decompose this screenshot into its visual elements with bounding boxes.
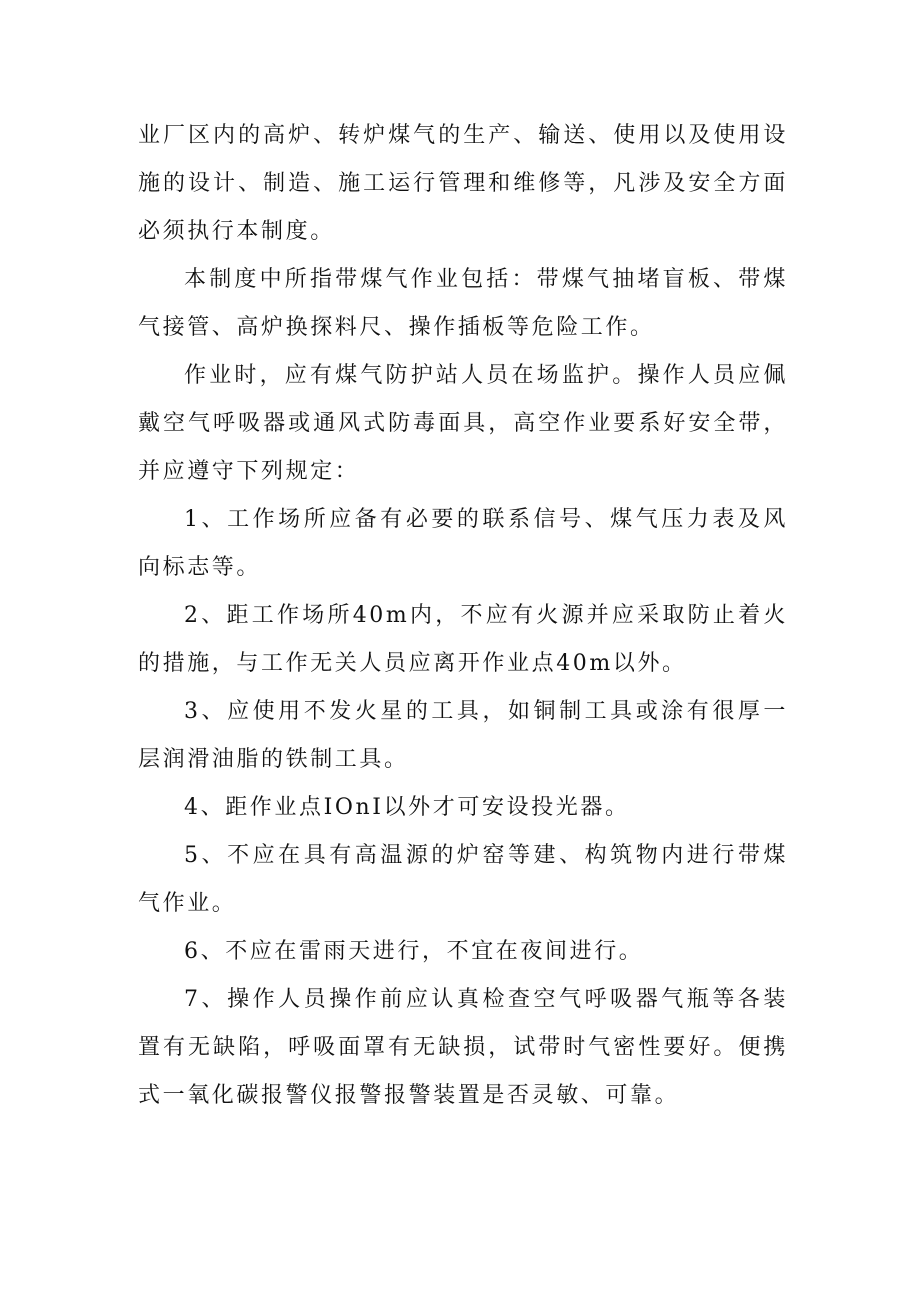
rule-item-7: 7、操作人员操作前应认真检查空气呼吸器气瓶等各装置有无缺陷，呼吸面罩有无缺损，试带时气密性要好。便携式一氧化碳报警仪报警报警装置是否灵敏、可靠。: [138, 987, 788, 1108]
paragraph-requirements: 作业时，应有煤气防护站人员在场监护。操作人员应佩戴空气呼吸器或通风式防毒面具，高空作业要系好安全带，并应遵守下列规定：: [138, 363, 788, 484]
rule-item-2: 2、距工作场所40m内，不应有火源并应采取防止着火的措施，与工作无关人员应离开作业点40m以外。: [138, 603, 788, 676]
paragraph-scope: 业厂区内的高炉、转炉煤气的生产、输送、使用以及使用设施的设计、制造、施工运行管理和维修等，凡涉及安全方面必须执行本制度。: [138, 123, 788, 244]
rule-item-6: 6、不应在雷雨天进行，不宜在夜间进行。: [184, 939, 644, 964]
paragraph-definition: 本制度中所指带煤气作业包括：带煤气抽堵盲板、带煤气接管、高炉换探料尺、操作插板等危险工作。: [138, 267, 788, 340]
rule-item-4: 4、距作业点IOnI以外才可安设投光器。: [184, 795, 630, 820]
rule-item-5: 5、不应在具有高温源的炉窑等建、构筑物内进行带煤气作业。: [138, 843, 788, 916]
rule-item-3: 3、应使用不发火星的工具，如铜制工具或涂有很厚一层润滑油脂的铁制工具。: [138, 699, 788, 772]
document-body: [138, 112, 788, 1120]
rule-item-1: 1、工作场所应备有必要的联系信号、煤气压力表及风向标志等。: [138, 507, 788, 580]
